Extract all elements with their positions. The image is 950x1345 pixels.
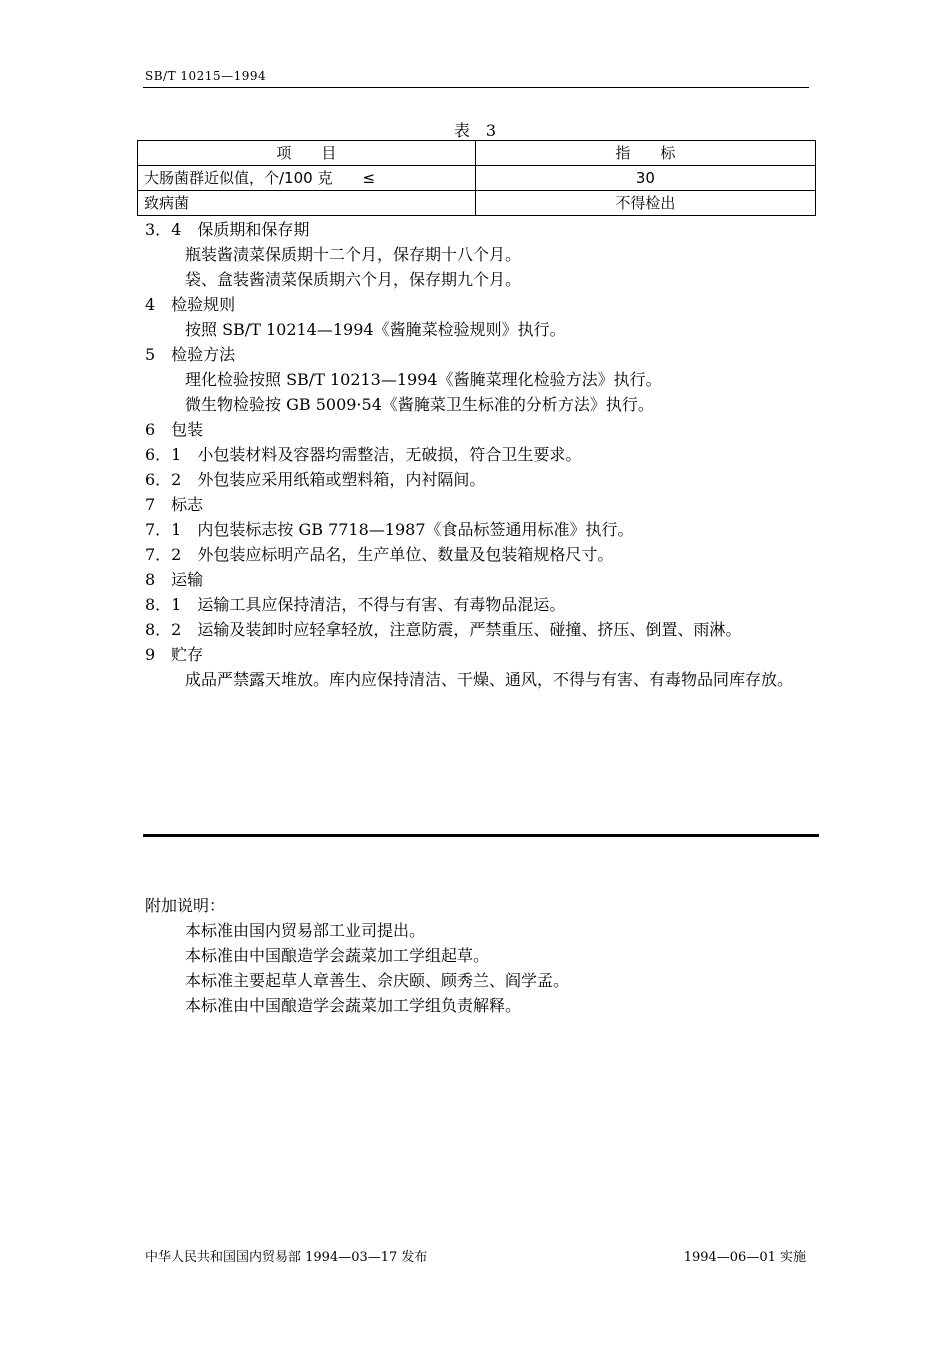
body-paragraph: 7．1 内包装标志按 GB 7718—1987《食品标签通用标准》执行。 [145, 520, 634, 539]
body-paragraph: 微生物检验按 GB 5009·54《酱腌菜卫生标准的分析方法》执行。 [185, 395, 654, 414]
standard-code: SB/T 10215—1994 [145, 69, 267, 83]
spec-table [137, 140, 816, 216]
body-paragraph: 8．1 运输工具应保持清洁，不得与有害、有毒物品混运。 [145, 595, 566, 614]
additional-notes [145, 893, 810, 1018]
table-header-row [138, 141, 816, 166]
body-paragraph: 5 检验方法 [145, 345, 236, 364]
body-paragraph: 6．2 外包装应采用纸箱或塑料箱，内衬隔间。 [145, 470, 486, 489]
notes-line: 本标准由中国酿造学会蔬菜加工学组起草。 [185, 946, 490, 965]
body-paragraph: 6．1 小包装材料及容器均需整洁，无破损，符合卫生要求。 [145, 445, 582, 464]
issue-date: 中华人民共和国国内贸易部 1994—03—17 发布 [145, 1250, 428, 1265]
body-paragraph: 7 标志 [145, 495, 204, 514]
body-paragraph: 成品严禁露天堆放。库内应保持清洁、干燥、通风，不得与有害、有毒物品同库存放。 [185, 670, 794, 689]
notes-line: 本标准主要起草人章善生、佘庆颐、顾秀兰、阎学孟。 [185, 971, 570, 990]
notes-line: 本标准由中国酿造学会蔬菜加工学组负责解释。 [185, 996, 522, 1015]
header-rule [143, 87, 809, 88]
body-text [145, 217, 810, 692]
table-cell-value: 不得检出 [475, 191, 815, 216]
table-title: 表 3 [453, 121, 497, 140]
body-paragraph: 8 运输 [145, 570, 204, 589]
body-paragraph: 3．4 保质期和保存期 [145, 220, 310, 239]
body-paragraph: 理化检验按照 SB/T 10213—1994《酱腌菜理化检验方法》执行。 [185, 370, 662, 389]
body-paragraph: 9 贮存 [145, 645, 204, 664]
body-paragraph: 8．2 运输及装卸时应轻拿轻放，注意防震，严禁重压、碰撞、挤压、倒置、雨淋。 [145, 620, 742, 639]
table-row [138, 166, 816, 191]
body-paragraph: 7．2 外包装应标明产品名，生产单位、数量及包装箱规格尺寸。 [145, 545, 614, 564]
table-row [138, 191, 816, 216]
body-paragraph: 按照 SB/T 10214—1994《酱腌菜检验规则》执行。 [185, 320, 566, 339]
section-rule [143, 834, 819, 837]
table-cell-value: 30 [475, 166, 815, 191]
body-paragraph: 袋、盒装酱渍菜保质期六个月，保存期九个月。 [185, 270, 522, 289]
column-header-index: 指 标 [475, 141, 815, 166]
notes-heading: 附加说明： [145, 896, 226, 915]
column-header-item: 项 目 [138, 141, 476, 166]
body-paragraph: 6 包装 [145, 420, 204, 439]
body-paragraph: 4 检验规则 [145, 295, 236, 314]
notes-line: 本标准由国内贸易部工业司提出。 [185, 921, 426, 940]
table-cell-item: 大肠菌群近似值，个/100 克 ≤ [138, 166, 476, 191]
body-paragraph: 瓶装酱渍菜保质期十二个月，保存期十八个月。 [185, 245, 522, 264]
effective-date: 1994—06—01 实施 [683, 1250, 806, 1265]
table-cell-item: 致病菌 [138, 191, 476, 216]
